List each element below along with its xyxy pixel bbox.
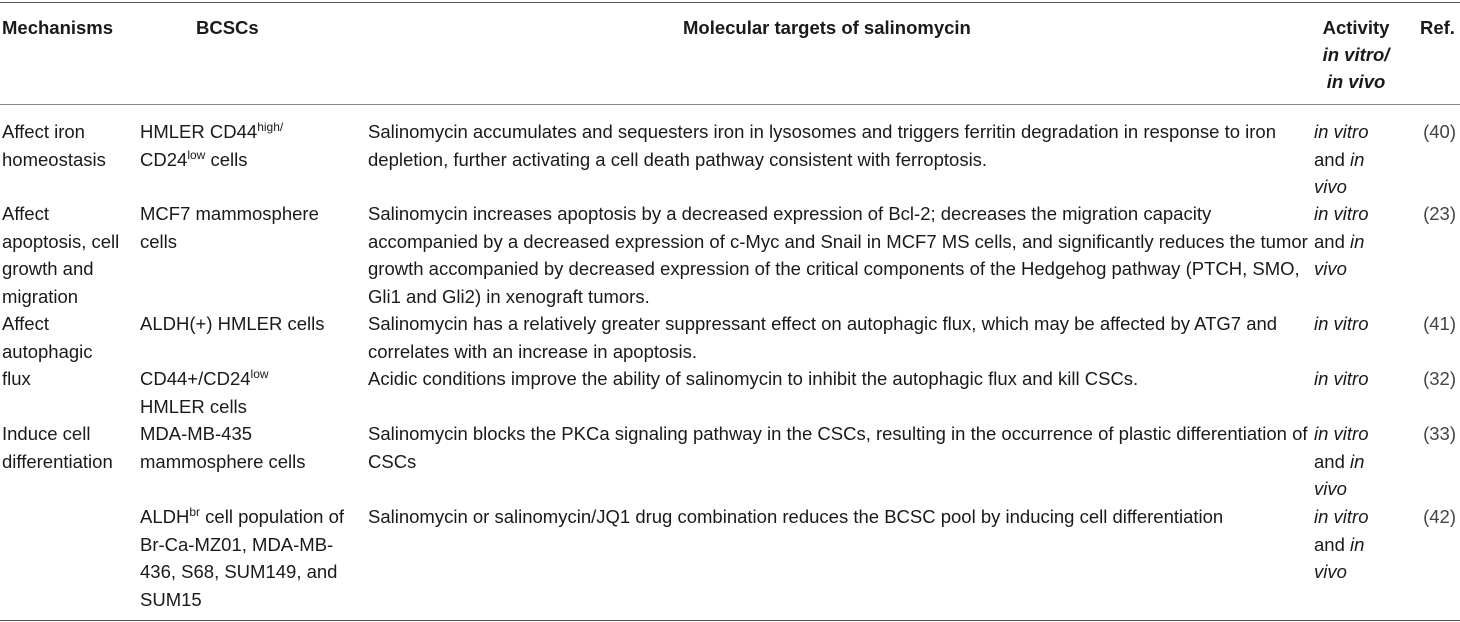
activity-in-vivo: in vivo: [1314, 148, 1365, 197]
bcsc-text: ALDH: [140, 506, 190, 527]
ref-cell: (40): [1423, 121, 1456, 142]
header-mechanisms: Mechanisms: [2, 17, 114, 38]
mechanism-cell: Affect apoptosis, cell growth and migration: [2, 203, 120, 307]
bcsc-text: cells: [205, 148, 248, 170]
mechanism-cell: Affect iron homeostasis: [2, 121, 106, 170]
ref-cell: (42): [1423, 506, 1456, 527]
activity-in-vitro: in vitro: [1314, 368, 1369, 389]
header-activity-in-vivo: in vivo: [1326, 71, 1386, 92]
ref-cell: (23): [1423, 203, 1456, 224]
header-activity: [1308, 14, 1404, 95]
bcsc-cell: ALDH(+) HMLER cells: [140, 313, 325, 334]
activity-cell: [1314, 420, 1394, 503]
ref-cell: (33): [1423, 423, 1456, 444]
bcsc-text: HMLER cells: [140, 395, 247, 417]
activity-in-vivo: in vivo: [1314, 533, 1365, 582]
activity-in-vivo: in vivo: [1314, 450, 1365, 499]
activity-cell: [1314, 365, 1394, 393]
bcsc-superscript: high/: [257, 119, 284, 134]
mechanism-cell: Affect autophagic flux: [2, 313, 93, 389]
header-activity-in-vitro: in vitro/: [1322, 44, 1390, 65]
bcsc-cell: [140, 503, 350, 613]
header-bcscs: BCSCs: [196, 17, 259, 38]
bcsc-cell: MCF7 mammosphere cells: [140, 203, 319, 252]
header-molecular-targets: Molecular targets of salinomycin: [683, 17, 971, 38]
target-cell: Salinomycin increases apoptosis by a decreased expression of Bcl-2; decreases the migration capacity accompanied by a decreased expression of c-Myc and Snail in MCF7 MS cells, and significantly reduces the tumor growth accompanied by decreased expression of the critical components of the Hedgehog pathway (PTCH, SMO, Gli1 and Gli2) in xenograft tumors.: [368, 203, 1308, 307]
table-bottom-rule: [0, 620, 1460, 621]
bcsc-text: HMLER CD44: [140, 121, 258, 142]
activity-in-vitro: in vitro: [1314, 121, 1369, 142]
activity-cell: [1314, 310, 1394, 338]
ref-cell: (32): [1423, 368, 1456, 389]
header-ref: Ref.: [1420, 17, 1455, 38]
activity-cell: [1314, 503, 1394, 586]
target-cell: Acidic conditions improve the ability of salinomycin to inhibit the autophagic flux and kill CSCs.: [368, 368, 1139, 389]
activity-in-vivo: in vivo: [1314, 230, 1365, 279]
header-activity-label: Activity: [1322, 17, 1390, 38]
table-top-rule: [0, 2, 1460, 3]
activity-and: and: [1314, 230, 1351, 252]
bcsc-cell: [140, 118, 340, 173]
activity-in-vitro: in vitro: [1314, 313, 1369, 334]
activity-and: and: [1314, 450, 1351, 472]
activity-cell: [1314, 200, 1394, 283]
activity-in-vitro: in vitro: [1314, 506, 1369, 527]
bcsc-superscript: br: [189, 504, 201, 519]
activity-in-vitro: in vitro: [1314, 203, 1369, 224]
table-header-rule: [0, 104, 1460, 105]
target-cell: Salinomycin blocks the PKCa signaling pathway in the CSCs, resulting in the occurrence of plastic differentiation of CSCs: [368, 423, 1308, 472]
activity-and: and: [1314, 148, 1351, 170]
activity-cell: [1314, 118, 1394, 201]
bcsc-cell: [140, 365, 270, 420]
target-cell: Salinomycin has a relatively greater suppressant effect on autophagic flux, which may be affected by ATG7 and correlates with an increase in apoptosis.: [368, 313, 1278, 362]
bcsc-text: cell population of Br-Ca-MZ01, MDA-MB-436, S68, SUM149, and SUM15: [140, 506, 345, 610]
target-cell: Salinomycin or salinomycin/JQ1 drug combination reduces the BCSC pool by inducing cell differentiation: [368, 506, 1224, 527]
bcsc-superscript: low: [250, 366, 269, 381]
activity-in-vitro: in vitro: [1314, 423, 1369, 444]
bcsc-cell: MDA-MB-435 mammosphere cells: [140, 423, 306, 472]
target-cell: Salinomycin accumulates and sequesters iron in lysosomes and triggers ferritin degradation in response to iron depletion, further activating a cell death pathway consistent with ferroptosis.: [368, 121, 1276, 170]
activity-and: and: [1314, 533, 1351, 555]
bcsc-superscript: low: [187, 147, 206, 162]
ref-cell: (41): [1423, 313, 1456, 334]
bcsc-text: CD24: [140, 148, 188, 170]
bcsc-text: CD44+/CD24: [140, 368, 251, 389]
mechanism-cell: Induce cell differentiation: [2, 423, 113, 472]
